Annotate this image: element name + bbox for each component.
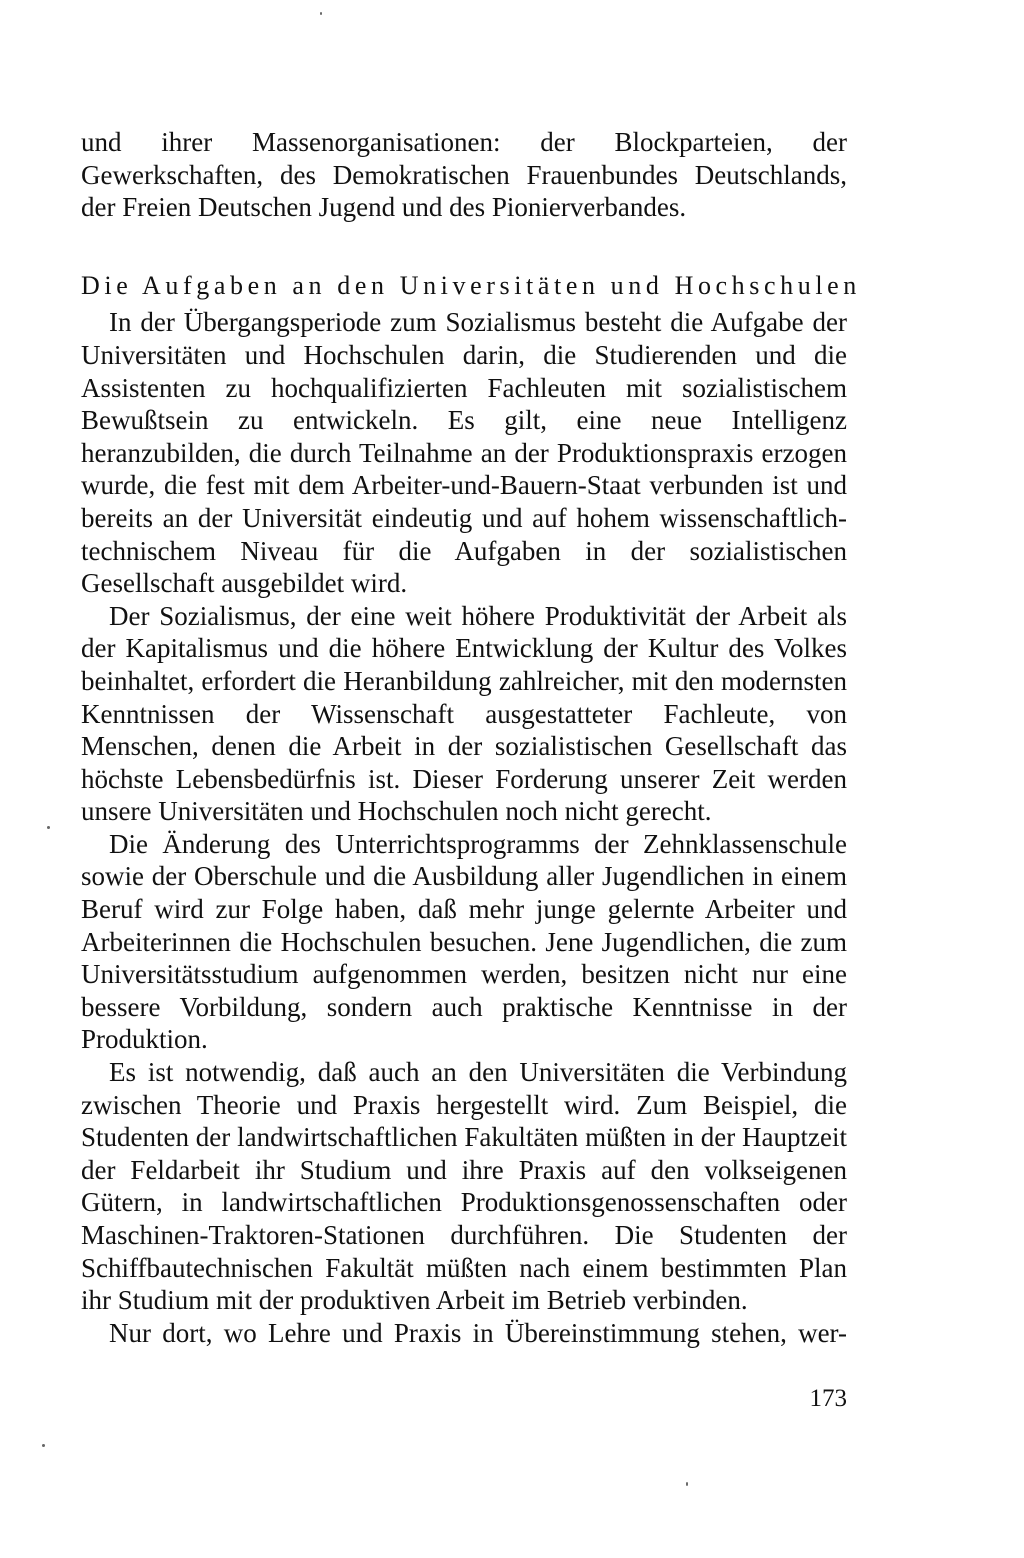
print-speck [47, 826, 50, 829]
paragraph-1: In der Übergangsperiode zum Sozialismus besteht die Aufgabe der Universitäten und Hochschulen darin, die Studierenden und die Assistenten zu hochqualifizierten Fachleuten mit sozialistischem Bewußtsein zu entwickeln. Es gilt, eine neue Intelligenz heranzubilden, die durch Teilnahme an der Produktionspraxis erzogen wurde, die fest mit dem Arbeiter-und-Bauern-Staat verbunden ist und bereits an der Universität eindeutig und auf hohem wissenschaftlich-technischem Niveau für die Aufgaben in der sozialistischen Gesellschaft ausgebildet wird. [81, 307, 847, 599]
print-speck [320, 12, 322, 15]
paragraph-4: Es ist notwendig, daß auch an den Universitäten die Verbindung zwischen Theorie und Praxis hergestellt wird. Zum Beispiel, die Studenten der landwirtschaftlichen Fakultäten müßten in der Hauptzeit der Feldarbeit ihr Studium und ihre Praxis auf den volkseigenen Gütern, in landwirtschaftlichen Produktionsgenossenschaften oder Maschinen-Traktoren-Stationen durchführen. Die Studenten der Schiffbautechnischen Fakultät müßten nach einem bestimmten Plan ihr Studium mit der produktiven Arbeit im Betrieb verbinden. [81, 1057, 847, 1316]
paragraph-5: Nur dort, wo Lehre und Praxis in Übereinstimmung stehen, wer- [109, 1317, 847, 1348]
page-number: 173 [809, 1385, 847, 1412]
print-speck [686, 1482, 688, 1486]
print-speck [42, 1444, 45, 1447]
intro-paragraph: und ihrer Massenorganisationen: der Blockparteien, der Gewerkschaften, des Demokratischen Frauenbundes Deutschlands, der Freien Deutschen Jugend und des Pionierverbandes. [81, 127, 847, 223]
paragraph-2: Der Sozialismus, der eine weit höhere Produktivität der Arbeit als der Kapitalismus und die höhere Entwicklung der Kultur des Volkes beinhaltet, erfordert die Heranbildung zahlreicher, mit den modernsten Kenntnissen der Wissenschaft ausgestatteter Fachleute, von Menschen, denen die Arbeit in der sozialistischen Gesellschaft das höchste Lebensbedürfnis ist. Dieser Forderung unserer Zeit werden unsere Universitäten und Hochschulen noch nicht gerecht. [81, 600, 847, 827]
section-heading: Die Aufgaben an den Universitäten und Hochschulen [81, 270, 861, 300]
paragraph-3: Die Änderung des Unterrichtsprogramms der Zehnklassenschule sowie der Oberschule und die Ausbildung aller Jugendlichen in einem Beruf wird zur Folge haben, daß mehr junge gelernte Arbeiter und Arbeiterinnen die Hochschulen besuchen. Jene Jugendlichen, die zum Universitätsstudium aufgenommen werden, besitzen nicht nur eine bessere Vorbildung, sondern auch praktische Kenntnisse in der Produktion. [81, 828, 847, 1055]
section-spacer [81, 224, 847, 270]
body-text [81, 126, 861, 1349]
